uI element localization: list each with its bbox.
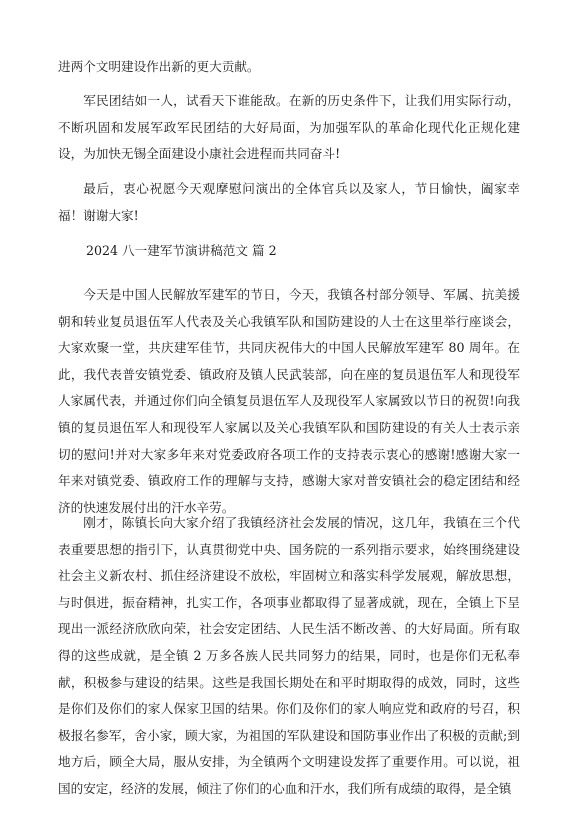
paragraph-development: 刚才，陈镇长向大家介绍了我镇经济社会发展的情况，这几年，我镇在三个代表重要思想的指引下，认真贯彻党中央、国务院的一系列指示要求，始终围绕建设社会主义新农村、抓住经济建设不放松，牢固树立和落实科学发展观，解放思想，与时俱进，振奋精神，扎实工作，各项事业都取得了显著成就，现在，全镇上下呈现出一派经济欣欣向荣，社会安定团结、人民生活不断改善、的大好局面。所有取得的这些成就，是全镇 2 万多各族人民共同努力的结果，同时，也是你们无私奉献，积极参与建设的结果。这些是我国长期处在和平时期取得的成效，同时，这些是你们及你们的家人保家卫国的结果。你们及你们的家人响应党和政府的号召，积极报名参军，舍小家，顾大家，为祖国的军队建设和国防事业作出了积极的贡献;到地方后，顾全大局，服从安排，为全镇两个文明建设发挥了重要作用。可以说，祖国的安定，经济的发展，倾注了你们的心血和汗水，我们所有成绩的取得，是全镇 <box>58 515 520 796</box>
paragraph-continuation: 进两个文明建设作出新的更大贡献。 <box>58 59 260 74</box>
paragraph-opening: 今天是中国人民解放军建军的节日，今天，我镇各村部分领导、军属、抗美援朝和转业复员退伍军人代表及关心我镇军队和国防建设的人士在这里举行座谈会，大家欢聚一堂，共庆建军佳节，共同庆祝伟大的中国人民解放军建军 80 周年。在此，我代表普安镇党委、镇政府及镇人民武装部，向在座的复员退伍军人和现役军人家属代表，并通过你们向全镇复员退伍军人及现役军人家属致以节日的祝贺!向我镇的复员退伍军人和现役军人家属以及关心我镇军队和国防建设的有关人士表示亲切的慰问!并对大家多年来对党委政府各项工作的支持表示衷心的感谢!感谢大家一年来对镇党委、镇政府工作的理解与支持，感谢大家对普安镇社会的稳定团结和经济的快速发展付出的汗水辛劳。 <box>58 287 520 515</box>
section-heading: 2024 八一建军节演讲稿范文 篇 2 <box>86 243 277 258</box>
paragraph-unity: 军民团结如一人，试看天下谁能敌。在新的历史条件下，让我们用实际行动，不断巩固和发展军政军民团结的大好局面，为加强军队的革命化现代化正规化建设，为加快无锡全面建设小康社会进程而共同奋斗! <box>58 93 520 162</box>
paragraph-closing-wishes: 最后，衷心祝愿今天观摩慰问演出的全体官兵以及家人，节日愉快，阖家幸福！谢谢大家! <box>58 181 520 223</box>
